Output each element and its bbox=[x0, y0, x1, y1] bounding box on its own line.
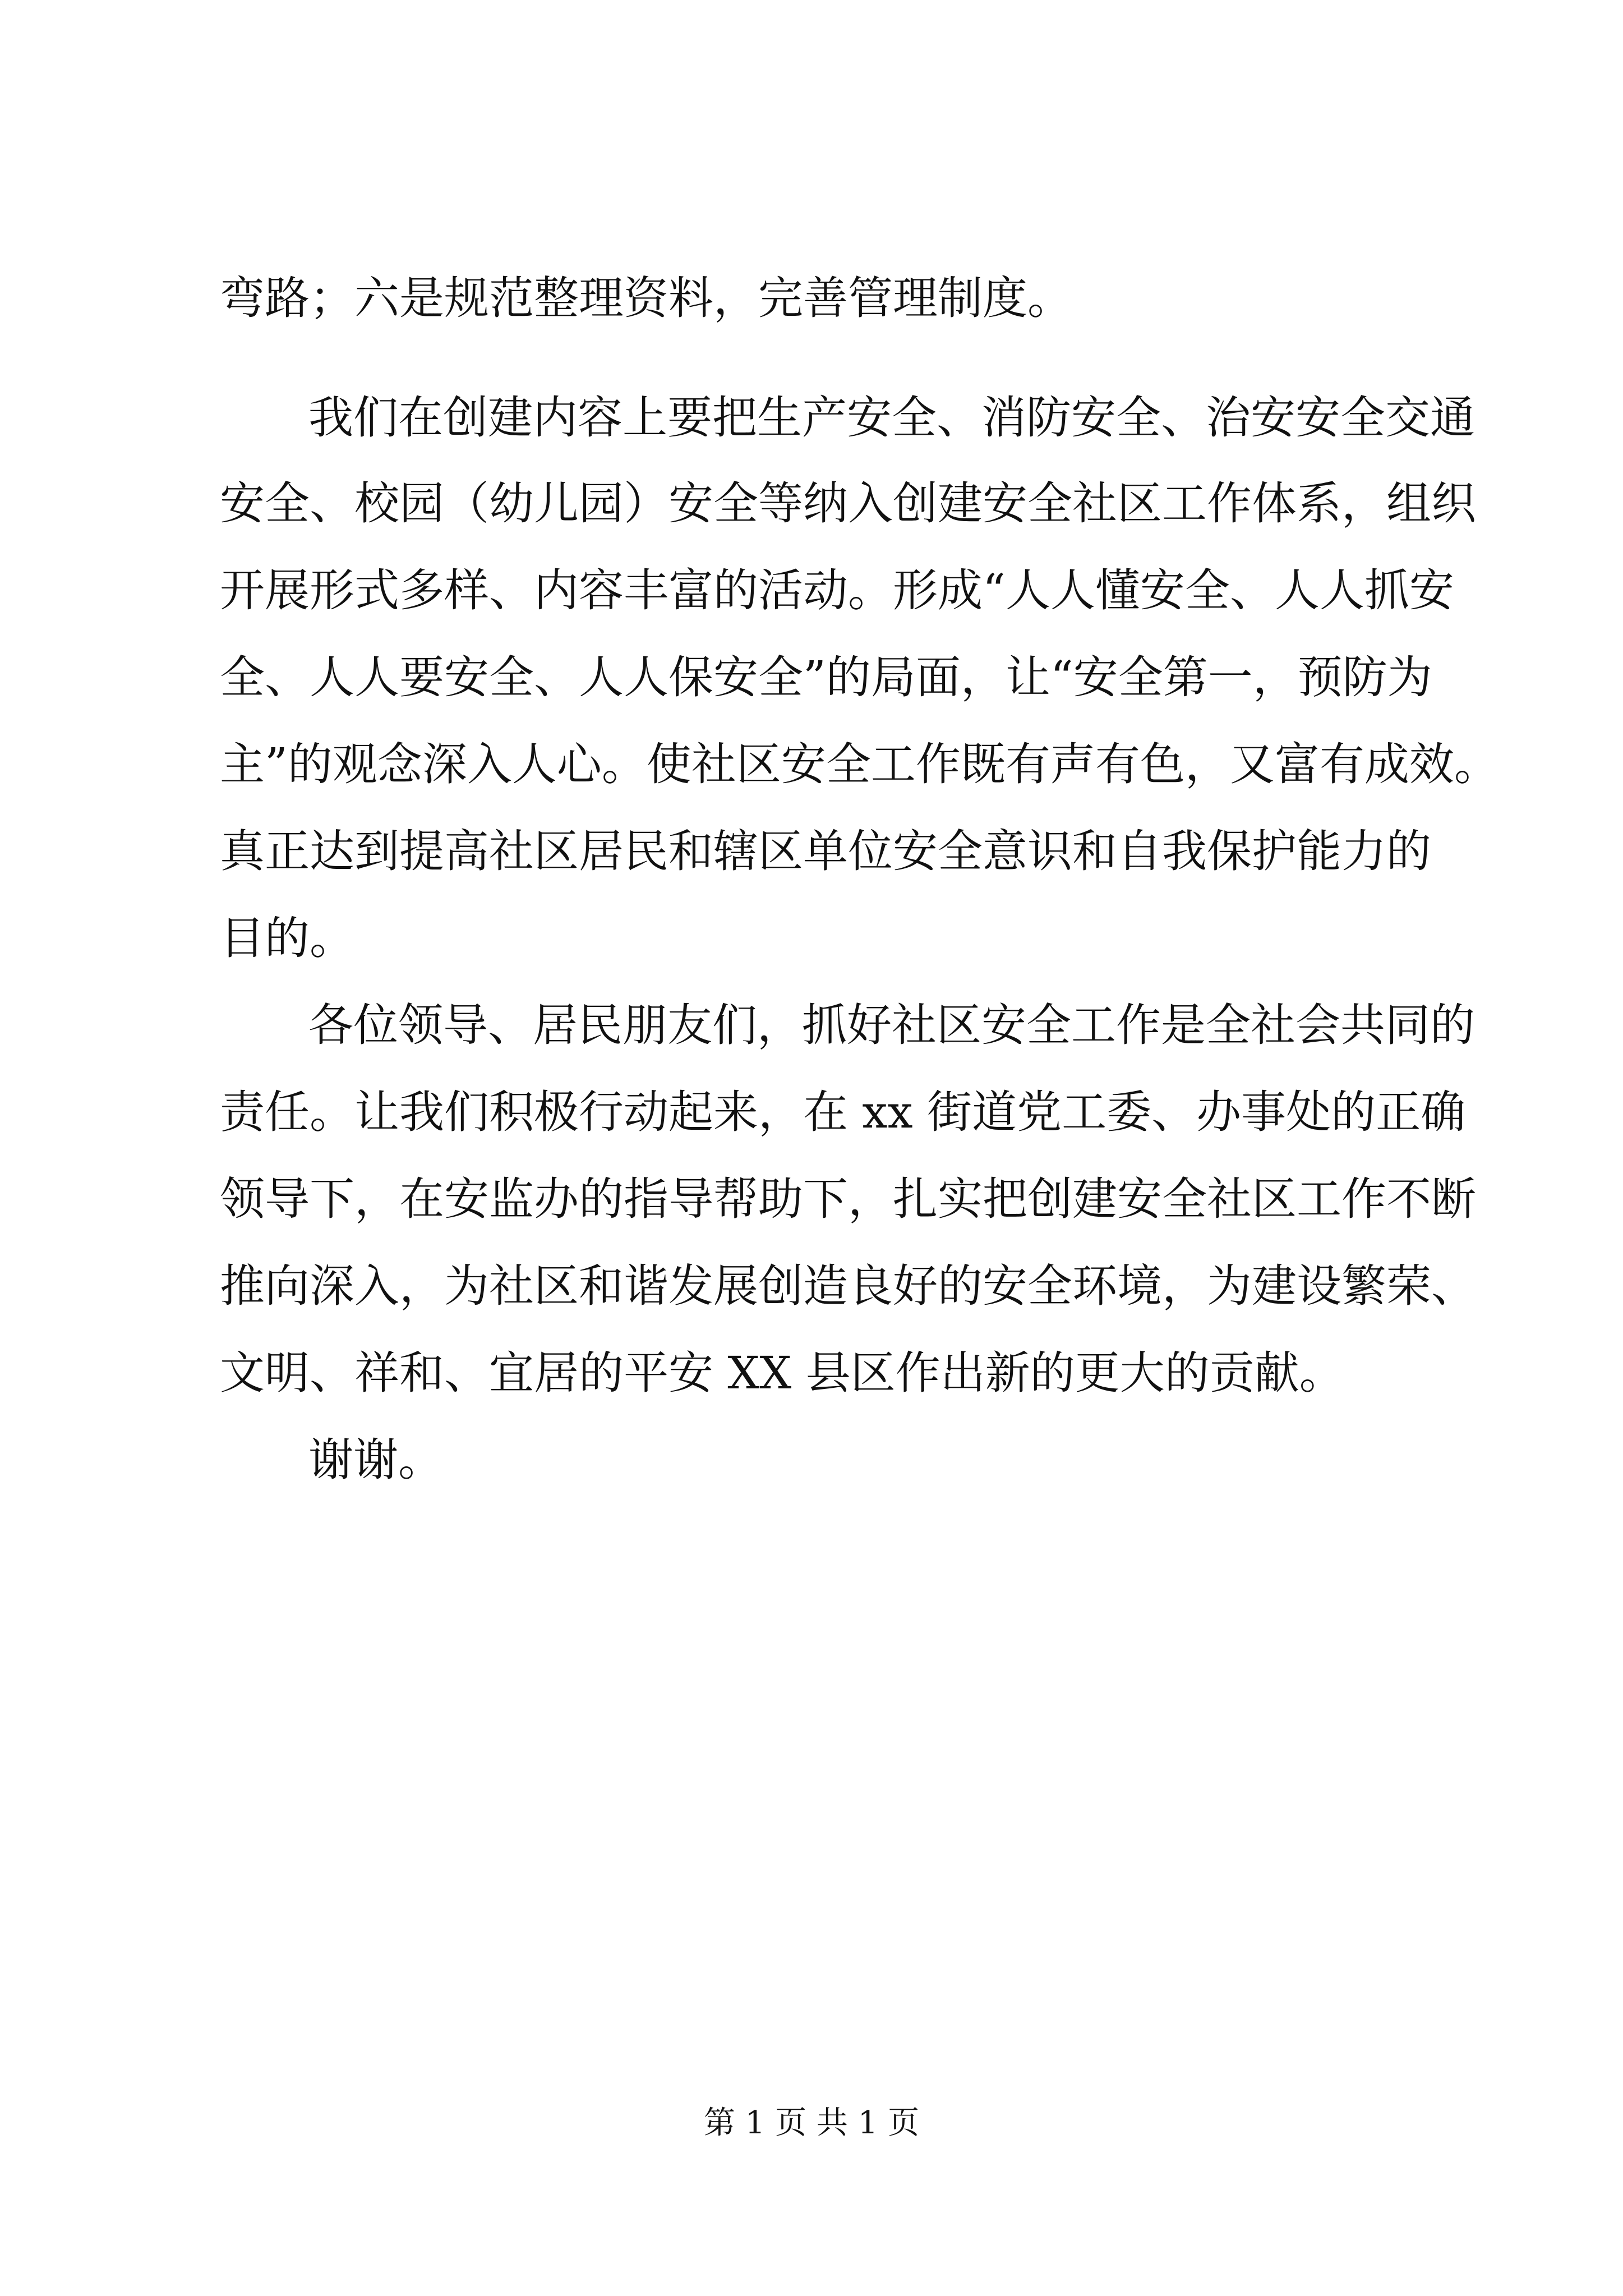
body-line: 目的。 bbox=[220, 912, 354, 964]
body-line: 主”的观念深入人心。使社区安全工作既有声有色，又富有成效。 bbox=[220, 738, 1499, 790]
body-line: 责任。让我们积极行动起来，在 xx 街道党工委、办事处的正确 bbox=[220, 1086, 1466, 1138]
body-line: 弯路；六是规范整理资料，完善管理制度。 bbox=[220, 272, 1072, 324]
page-number-footer: 第 1 页 共 1 页 bbox=[703, 2105, 920, 2141]
body-line: 各位领导、居民朋友们，抓好社区安全工作是全社会共同的 bbox=[308, 999, 1475, 1051]
body-line: 推向深入，为社区和谐发展创造良好的安全环境，为建设繁荣、 bbox=[220, 1260, 1476, 1312]
body-line: 领导下，在安监办的指导帮助下，扎实把创建安全社区工作不断 bbox=[220, 1173, 1476, 1225]
body-line: 我们在创建内容上要把生产安全、消防安全、治安安全交通 bbox=[308, 392, 1475, 444]
body-line: 文明、祥和、宜居的平安 XX 县区作出新的更大的贡献。 bbox=[220, 1347, 1344, 1399]
body-line: 安全、校园（幼儿园）安全等纳入创建安全社区工作体系，组织 bbox=[220, 477, 1476, 530]
body-line: 开展形式多样、内容丰富的活动。形成“人人懂安全、人人抓安 bbox=[220, 564, 1454, 616]
body-line: 谢谢。 bbox=[308, 1434, 443, 1486]
body-line: 全、人人要安全、人人保安全”的局面，让“安全第一，预防为 bbox=[220, 651, 1432, 703]
body-line: 真正达到提高社区居民和辖区单位安全意识和自我保护能力的 bbox=[220, 825, 1431, 877]
